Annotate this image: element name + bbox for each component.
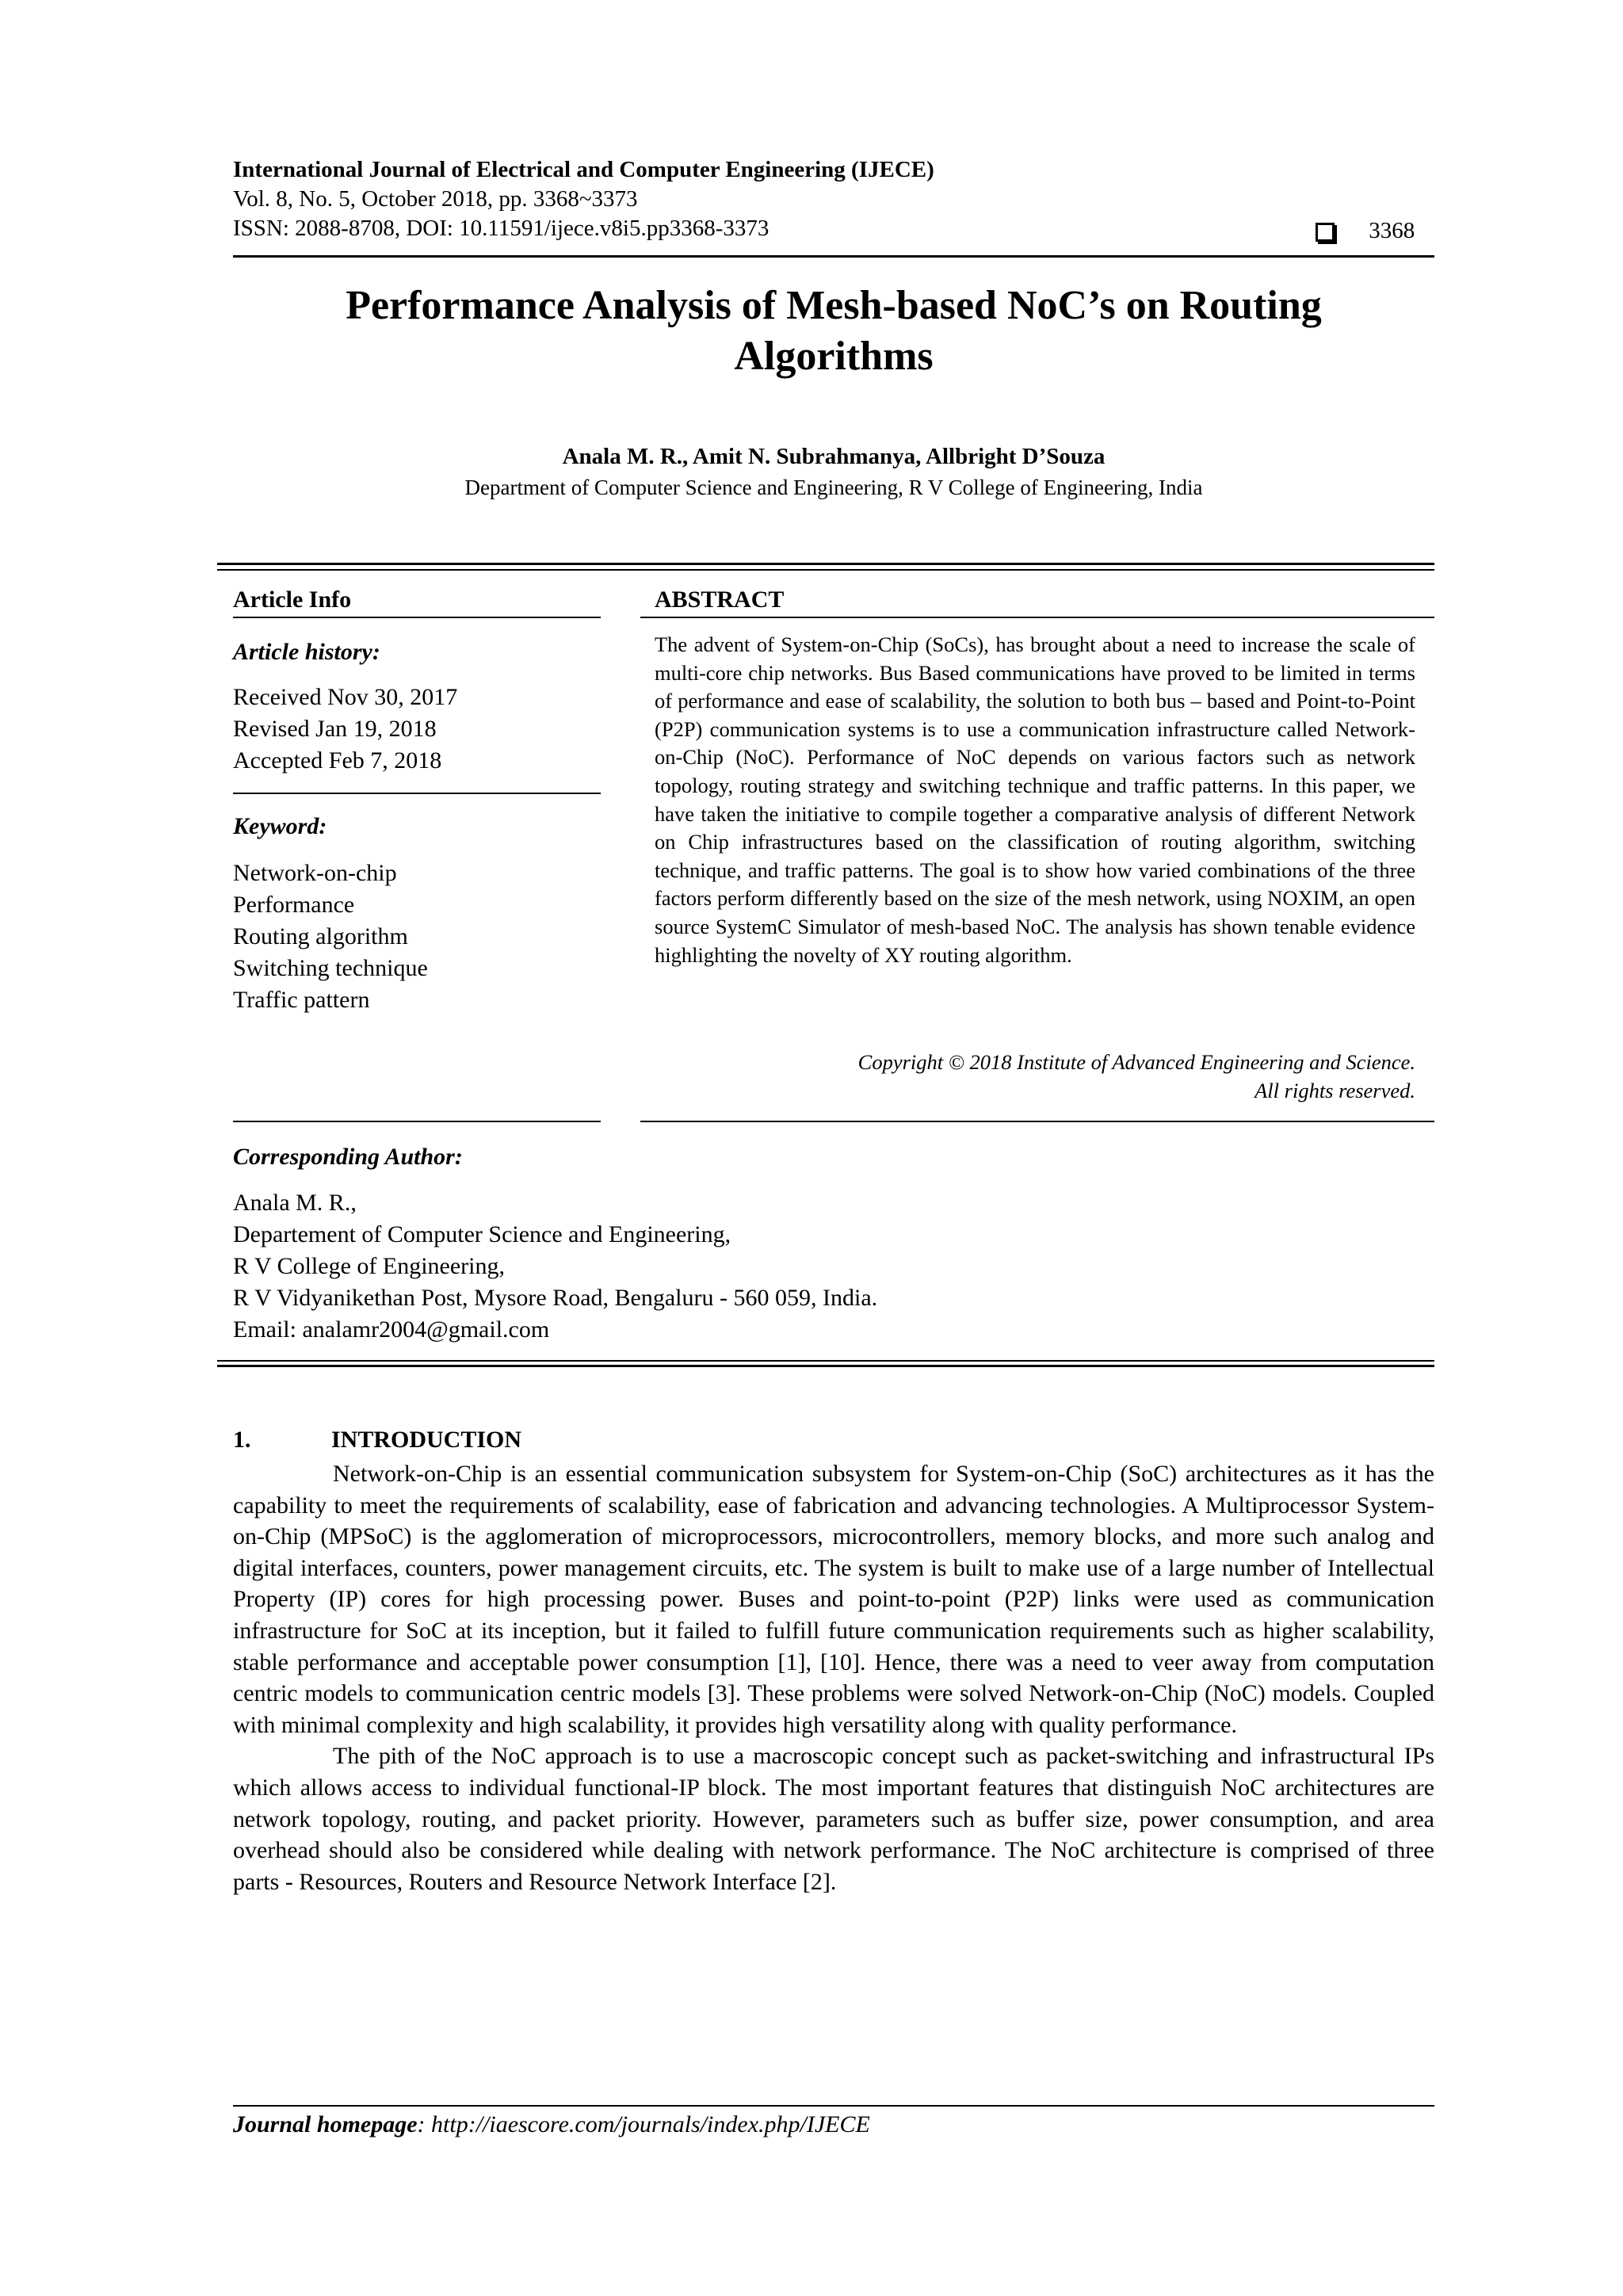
section-number: 1.	[233, 1427, 251, 1453]
corresponding-label: Corresponding Author:	[233, 1144, 463, 1170]
info-close-rule	[217, 1360, 1434, 1362]
intro-body	[233, 1458, 1434, 1897]
history-rule	[233, 793, 601, 794]
keyword-item: Performance	[233, 892, 355, 918]
header-rule	[233, 255, 1434, 258]
affiliation: Department of Computer Science and Engineering, R V College of Engineering, India	[464, 476, 1203, 499]
section-title: INTRODUCTION	[331, 1427, 522, 1453]
footer-rule	[233, 2105, 1434, 2107]
corresponding-author	[233, 1144, 878, 1346]
copyright-line-2: All rights reserved.	[1254, 1079, 1415, 1102]
title-line-2: Algorithms	[734, 334, 934, 379]
received-date: Received Nov 30, 2017	[233, 684, 458, 710]
journal-name: International Journal of Electrical and Computer Engineering (IJECE)	[233, 157, 934, 182]
info-top-rule	[217, 563, 1434, 565]
corr-line: Email: analamr2004@gmail.com	[233, 1316, 550, 1343]
authors: Anala M. R., Amit N. Subrahmanya, Allbright D’Souza	[562, 444, 1106, 469]
keyword-item: Routing algorithm	[233, 923, 408, 949]
abstract-heading: ABSTRACT	[655, 586, 785, 613]
keyword-item: Switching technique	[233, 955, 428, 981]
info-bottom-rule	[233, 1121, 601, 1122]
paragraph: Network-on-Chip is an essential communication subsystem for System-on-Chip (SoC) architectures as it has the capability to meet the requirements of scalability, ease of fabrication and advancing technologies. A Multiprocessor System-on-Chip (MPSoC) is the agglomeration of microprocessors, microcontrollers, memory blocks, and more such analog and digital interfaces, counters, power management circuits, etc. The system is built to make use of a large number of Intellectual Property (IP) cores for high processing power. Buses and point-to-point (P2P) links were used as communication infrastructure for SoC at its inception, but it failed to fulfill future communication requirements such as higher scalability, stable performance and acceptable power consumption [1], [10]. Hence, there was a need to veer away from computation centric models to communication centric models [3]. These problems were solved Network-on-Chip (NoC) models. Coupled with minimal complexity and high scalability, it provides high versatility along with quality performance.	[233, 1461, 1434, 1738]
homepage-label: Journal homepage	[233, 2111, 418, 2137]
article-info-heading: Article Info	[233, 586, 352, 613]
paper-title	[233, 281, 1434, 382]
keyword-item: Network-on-chip	[233, 860, 397, 886]
corr-line: R V Vidyanikethan Post, Mysore Road, Bengaluru - 560 059, India.	[233, 1285, 878, 1311]
page-number-block	[1316, 218, 1415, 244]
keyword-label: Keyword:	[233, 813, 327, 839]
revised-date: Revised Jan 19, 2018	[233, 716, 437, 742]
keyword-item: Traffic pattern	[233, 987, 370, 1013]
info-close-rule-2	[217, 1365, 1434, 1367]
journal-header	[233, 155, 934, 243]
info-top-rule-2	[217, 569, 1434, 571]
section-heading	[233, 1427, 521, 1454]
abstract-text: The advent of System-on-Chip (SoCs), has brought about a need to increase the scale of multi-core chip networks. Bus Based communications have proved to be limited in terms of performance and ease of scalability, the solution to both bus – based and Point-to-Point (P2P) communication systems is to use a communication infrastructure called Network-on-Chip (NoC). Performance of NoC depends on various factors such as network topology, routing strategy and switching technique and traffic patterns. In this paper, we have taken the initiative to compile together a comparative analysis of different Network on Chip infrastructures based on the classification of routing algorithm, switching technique, and traffic patterns. The goal is to show how varied combinations of the three factors perform differently based on the size of the mesh network, using NOXIM, an open source SystemC Simulator of mesh-based NoC. The analysis has shown tenable evidence highlighting the novelty of XY routing algorithm.	[655, 632, 1415, 967]
volume-line: Vol. 8, No. 5, October 2018, pp. 3368~3373	[233, 186, 638, 212]
article-history-label: Article history:	[233, 639, 380, 665]
paragraph: The pith of the NoC approach is to use a macroscopic concept such as packet-switching and infrastructural IPs which allows access to individual functional-IP block. The most important features that distinguish NoC architectures are network topology, routing, and packet priority. However, parameters such as buffer size, power consumption, and area overhead should also be considered while dealing with network performance. The NoC architecture is comprised of three parts - Resources, Routers and Resource Network Interface [2].	[233, 1743, 1434, 1895]
copyright-notice	[655, 1048, 1415, 1105]
issn-line: ISSN: 2088-8708, DOI: 10.11591/ijece.v8i5.pp3368-3373	[233, 216, 769, 241]
keyword-list	[233, 858, 428, 1016]
journal-homepage: Journal homepage: http://iaescore.com/journals/index.php/IJECE	[233, 2111, 870, 2137]
abstract-bottom-rule	[640, 1121, 1434, 1122]
abstract-rule	[640, 617, 1434, 618]
accepted-date: Accepted Feb 7, 2018	[233, 747, 442, 774]
article-history	[233, 682, 457, 777]
corr-line: R V College of Engineering,	[233, 1253, 506, 1279]
homepage-link[interactable]: http://iaescore.com/journals/index.php/IJECE	[431, 2111, 870, 2137]
square-icon	[1316, 223, 1335, 242]
copyright-line-1: Copyright © 2018 Institute of Advanced Engineering and Science.	[857, 1050, 1415, 1074]
article-info-rule	[233, 617, 601, 618]
corr-line: Anala M. R.,	[233, 1190, 357, 1216]
title-line-1: Performance Analysis of Mesh-based NoC’s on Routing	[346, 283, 1322, 328]
corr-line: Departement of Computer Science and Engineering,	[233, 1221, 731, 1247]
page-number: 3368	[1369, 218, 1415, 243]
